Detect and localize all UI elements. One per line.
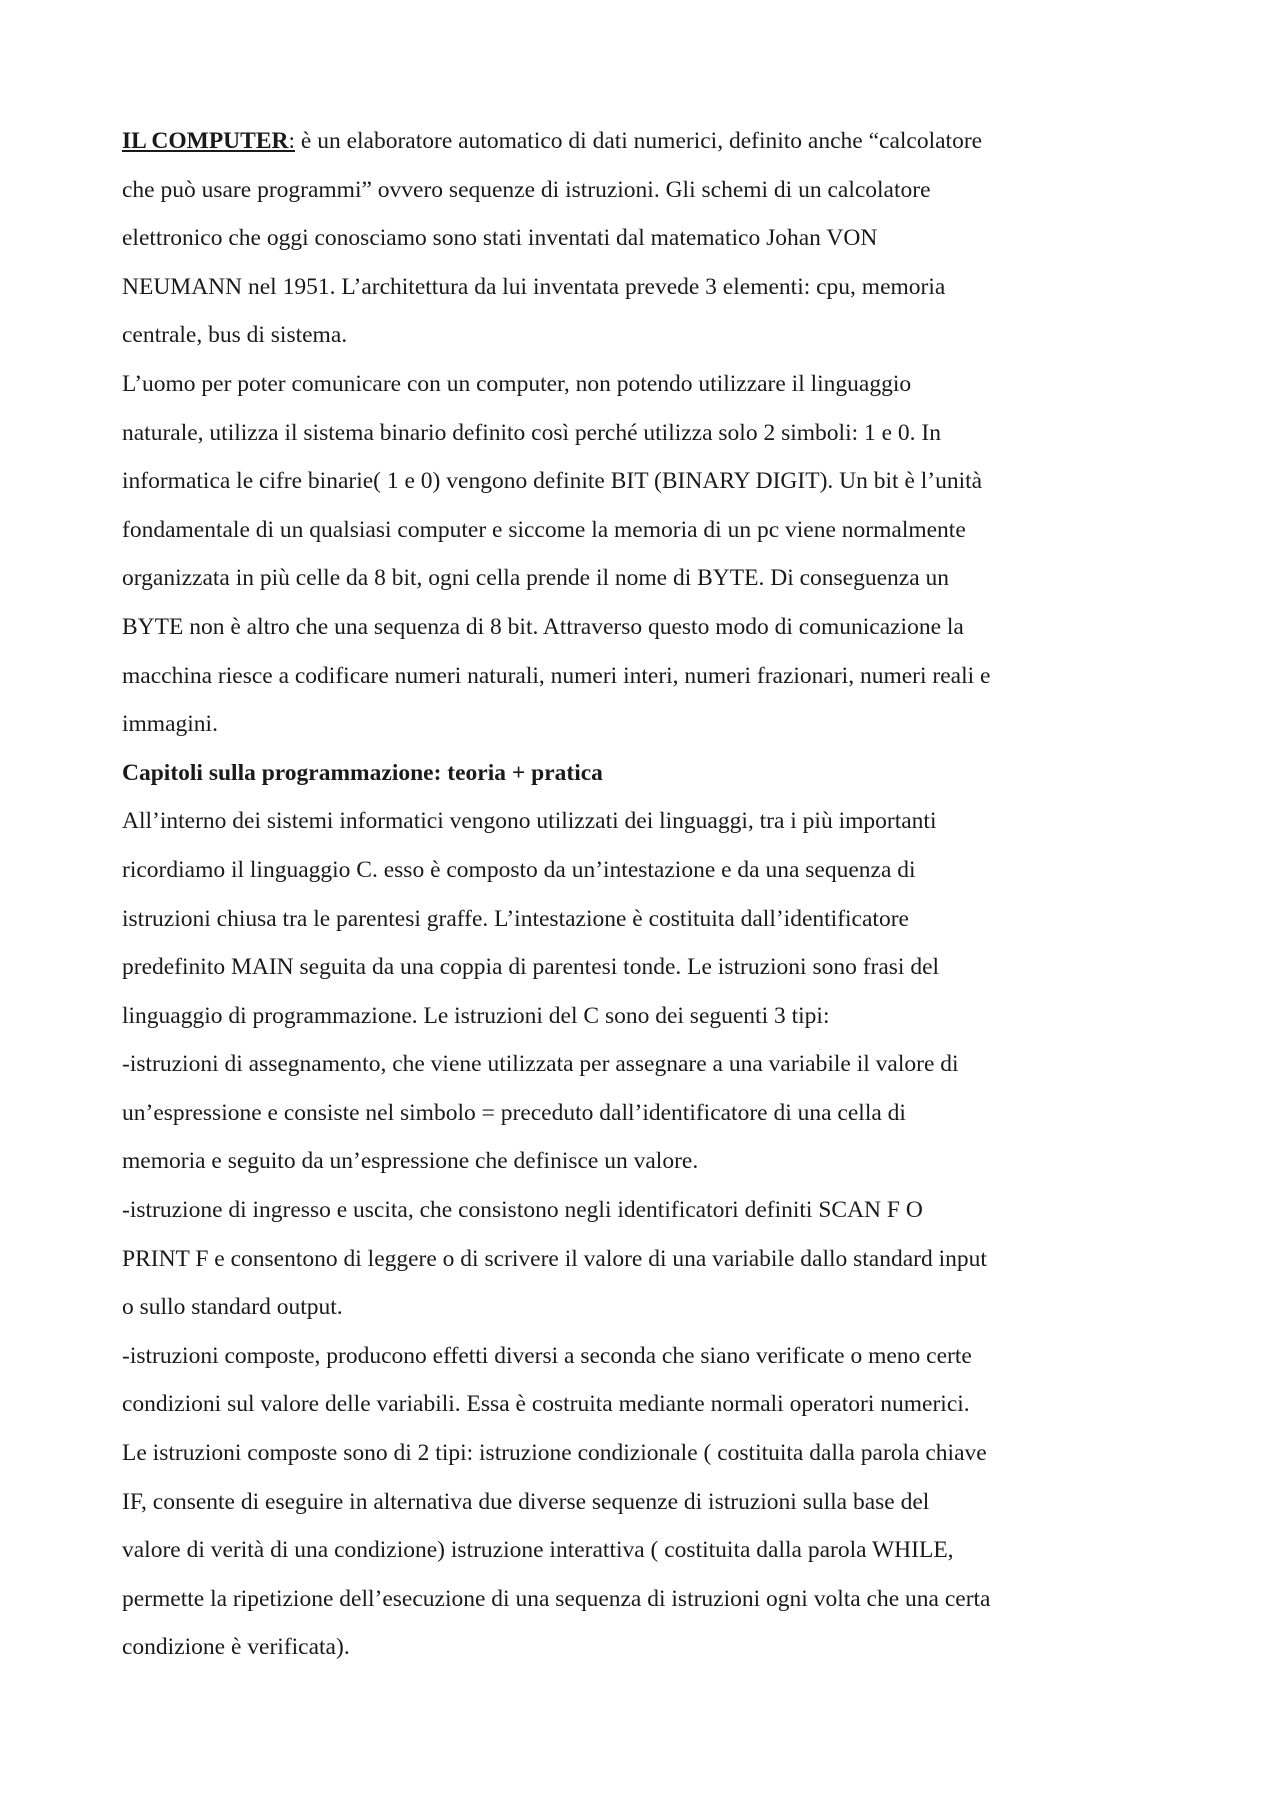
- text-line: All’interno dei sistemi informatici vengono utilizzati dei linguaggi, tra i più importanti: [122, 808, 937, 835]
- document-page: [122, 117, 1172, 1672]
- heading-term: IL COMPUTER: [122, 128, 289, 154]
- text-line: immagini.: [122, 711, 218, 738]
- text-line: IF, consente di eseguire in alternativa due diverse sequenze di istruzioni sulla base del: [122, 1488, 930, 1515]
- text-line: -istruzioni di assegnamento, che viene utilizzata per assegnare a una variabile il valore di: [122, 1051, 959, 1078]
- text-line: memoria e seguito da un’espressione che definisce un valore.: [122, 1148, 699, 1175]
- text-line: BYTE non è altro che una sequenza di 8 bit. Attraverso questo modo di comunicazione la: [122, 613, 964, 640]
- text-line: valore di verità di una condizione) istruzione interattiva ( costituita dalla parola WHILE,: [122, 1537, 954, 1564]
- text-line: ricordiamo il linguaggio C. esso è composto da un’intestazione e da una sequenza di: [122, 856, 916, 883]
- assignment-paragraph: [122, 1040, 1172, 1186]
- text-line: Le istruzioni composte sono di 2 tipi: istruzione condizionale ( costituita dalla parola chiave: [122, 1440, 987, 1467]
- text-line: che può usare programmi” ovvero sequenze di istruzioni. Gli schemi di un calcolatore: [122, 176, 931, 203]
- text-line: un’espressione e consiste nel simbolo = preceduto dall’identificatore di una cella di: [122, 1099, 906, 1126]
- text-line: condizioni sul valore delle variabili. Essa è costruita mediante normali operatori numerici.: [122, 1391, 970, 1418]
- text-line: permette la ripetizione dell’esecuzione di una sequenza di istruzioni ogni volta che una certa: [122, 1585, 991, 1612]
- text-line: informatica le cifre binarie( 1 e 0) vengono definite BIT (BINARY DIGIT). Un bit è l’unità: [122, 468, 983, 495]
- text-line: linguaggio di programmazione. Le istruzioni del C sono dei seguenti 3 tipi:: [122, 1002, 830, 1029]
- intro-paragraph: [122, 117, 1172, 360]
- text-line: L’uomo per poter comunicare con un computer, non potendo utilizzare il linguaggio: [122, 370, 912, 397]
- c-language-paragraph: [122, 797, 1172, 1040]
- text-line: elettronico che oggi conosciamo sono stati inventati dal matematico Johan VON: [122, 225, 878, 252]
- text-line: -istruzioni composte, producono effetti diversi a seconda che siano verificate o meno certe: [122, 1342, 972, 1369]
- text-line: predefinito MAIN seguita da una coppia di parentesi tonde. Le istruzioni sono frasi del: [122, 954, 940, 981]
- text-line: -istruzione di ingresso e uscita, che consistono negli identificatori definiti SCAN F O: [122, 1197, 923, 1224]
- text-line: fondamentale di un qualsiasi computer e siccome la memoria di un pc viene normalmente: [122, 516, 966, 543]
- compound-paragraph: [122, 1332, 1172, 1672]
- text-line: condizione è verificata).: [122, 1634, 350, 1661]
- section-heading: Capitoli sulla programmazione: teoria + pratica: [122, 759, 603, 786]
- text-line: organizzata in più celle da 8 bit, ogni cella prende il nome di BYTE. Di conseguenza un: [122, 565, 950, 592]
- intro-first-line-text: è un elaboratore automatico di dati numerici, definito anche “calcolatore: [295, 128, 983, 154]
- text-line: centrale, bus di sistema.: [122, 322, 348, 349]
- text-line: o sullo standard output.: [122, 1294, 343, 1321]
- io-paragraph: [122, 1186, 1172, 1332]
- text-line: istruzioni chiusa tra le parentesi graffe. L’intestazione è costituita dall’identificatore: [122, 905, 909, 932]
- text-line: naturale, utilizza il sistema binario definito così perché utilizza solo 2 simboli: 1 e 0. In: [122, 419, 942, 446]
- text-line: [122, 117, 1172, 166]
- text-line: macchina riesce a codificare numeri naturali, numeri interi, numeri frazionari, numeri reali e: [122, 662, 991, 689]
- heading-colon: :: [288, 128, 296, 154]
- text-line: PRINT F e consentono di leggere o di scrivere il valore di una variabile dallo standard input: [122, 1245, 987, 1272]
- text-line: NEUMANN nel 1951. L’architettura da lui inventata prevede 3 elementi: cpu, memoria: [122, 273, 946, 300]
- binary-paragraph: [122, 360, 1172, 749]
